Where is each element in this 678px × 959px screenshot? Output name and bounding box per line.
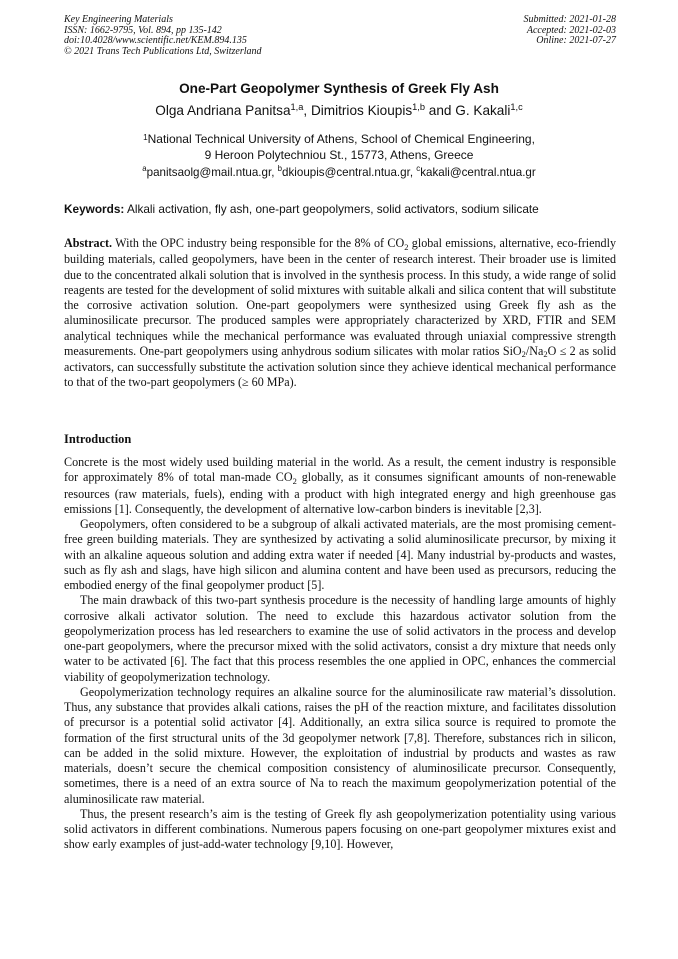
author-affiliation-mark: 1,a — [290, 101, 304, 112]
issn-line: ISSN: 1662-9795, Vol. 894, pp 135-142 — [64, 24, 222, 36]
abstract: Abstract. With the OPC industry being responsible for the 8% of $CO_2$ global emissions, alternative, eco-friendly building materials, called geopolymers, have been in the center of research interest. Their broader use is limited due to the concentrated alkali solution that is involved in the synthesis process. In this study, a wide range of solid reagents are tested for the development of solid mixtures with suitable alkali and silica content that will substitute the corrosive activation solution. One-part geopolymers were synthesized using Greek fly ash as the aluminosilicate precursor. The produced samples were appropriately characterized by XRD, FTIR and SEM analytical techniques while the mechanical performance was evaluated through uniaxial compressive strength measurements. One-part geopolymers using anhydrous sodium silicates with molar ratios $SiO_2/Na_2O \le 2$ as solid activators, can successfully substitute the activation solution since they achieve identical mechanical performance to that of the two-part geopolymers (≥ 60 MPa). — [64, 236, 617, 390]
author-name: G. Kakali — [455, 103, 511, 118]
author-separator: and — [425, 103, 456, 118]
email-mark: b — [277, 164, 283, 174]
paragraph: Geopolymerization technology requires an alkaline source for the aluminosilicate raw material’s dissolution. Thus, any substance that provides alkali cations, raises the pH of the reaction mixture, and facilitates dissolution of precursor is a potential solid activator [4]. Additionally, an extra silica source is required to promote the formation of the first structural units of the 3d geopolymer network [7,8]. Therefore, substances rich in silicon, can be added in the solid mixture. However, the exploitation of industrial by products and wastes as raw materials, doesn’t secure the chemical composition consistency of aluminosilicate precursor. Consequently, sometimes, there is a need of an extra source of Na to reach the maximum geopolymerization potential of the aluminosilicate raw material. — [64, 684, 616, 806]
section-heading-introduction: Introduction — [64, 432, 132, 446]
keywords-label: Keywords: — [64, 202, 125, 216]
doi-link[interactable]: doi:10.4028/www.scientific.net/KEM.894.135 — [64, 35, 247, 47]
paragraph: Thus, the present research’s aim is the testing of Greek fly ash geopolymerization potentiality using various solid activators in different combinations. Numerous papers focusing on one-part geopolymer mixtures exist and show early examples of just-add-water technology [9,10]. However, — [64, 806, 616, 852]
affiliation-line-2: 9 Heroon Polytechniou St., 15773, Athens, Greece — [204, 148, 474, 162]
paper-title: One-Part Geopolymer Synthesis of Greek Fly Ash — [179, 81, 499, 96]
author-separator: , — [303, 103, 311, 118]
keywords-text: Alkali activation, fly ash, one-part geopolymers, solid activators, sodium silicate — [126, 202, 539, 216]
email-mark: a — [142, 164, 147, 174]
submitted-date: Submitted: 2021-01-28 — [523, 14, 616, 25]
email-link[interactable]: kakali@central.ntua.gr — [420, 166, 536, 179]
accepted-date: Accepted: 2021-02-03 — [526, 24, 616, 36]
copyright-line: © 2021 Trans Tech Publications Ltd, Switzerland — [64, 45, 262, 57]
affiliation-line-1: $^1$National Technical University of Athens, School of Chemical Engineering, — [143, 132, 535, 146]
paragraph: Geopolymers, often considered to be a subgroup of alkali activated materials, are the most promising cement-free green building materials. They are synthesized by activating a solid aluminosilicate precursor, by mixing it with an alkaline aqueous solution and adding extra water if needed [4]. Many industrial by-products and wastes, such as fly ash and slags, have high silicon and alumina content and have been used as precursors, reducing the embodied energy of the final geopolymer product [5]. — [64, 517, 616, 592]
affiliation-mark: 1 — [143, 132, 148, 142]
paragraph: The main drawback of this two-part synthesis procedure is the necessity of handling large amounts of highly corrosive alkali activator solution. The need to exclude this hazardous activator solution from the geopolymerization process has led researchers to examine the use of solid activators in the process and develop one-part geopolymers, where the precursor mixed with the solid activators, consist a dry mixture that needs only water to be activated [6]. The fact that this process resembles the one applied in OPC, enhances the commercial viability of geopolymerization technology. — [64, 593, 616, 684]
online-date: Online: 2021-07-27 — [536, 35, 616, 47]
email-link[interactable]: panitsaolg@mail.ntua.gr — [146, 166, 272, 179]
author-affiliation-mark: 1,b — [412, 101, 426, 112]
dates-header — [524, 15, 617, 47]
abstract-label: Abstract. — [64, 236, 113, 250]
keywords — [64, 202, 616, 216]
introduction-body — [64, 455, 616, 853]
author-name: Olga Andriana Panitsa — [155, 103, 291, 118]
paragraph: Concrete is the most widely used building material in the world. As a result, the cement industry is responsible for approximately 8% of total man-made $CO_2$ globally, as it consumes significant amounts of non-renewable resources (raw materials, fuels), ending with a product with high integrated energy and high greenhouse gas emissions [1]. Consequently, the development of alternative low-carbon binders is inevitable [2,3]. — [64, 455, 616, 516]
journal-name: Key Engineering Materials — [64, 14, 173, 25]
author-name: Dimitrios Kioupis — [310, 103, 413, 118]
email-link[interactable]: dkioupis@central.ntua.gr — [282, 166, 410, 179]
journal-header — [64, 15, 262, 57]
author-list — [0, 103, 678, 118]
author-emails: $^a$panitsaolg@mail.ntua.gr, $^b$dkioupis@central.ntua.gr, $^c$kakali@central.ntua.gr — [142, 164, 536, 179]
affiliation — [0, 131, 678, 163]
email-mark: c — [416, 164, 421, 174]
author-affiliation-mark: 1,c — [510, 101, 523, 112]
